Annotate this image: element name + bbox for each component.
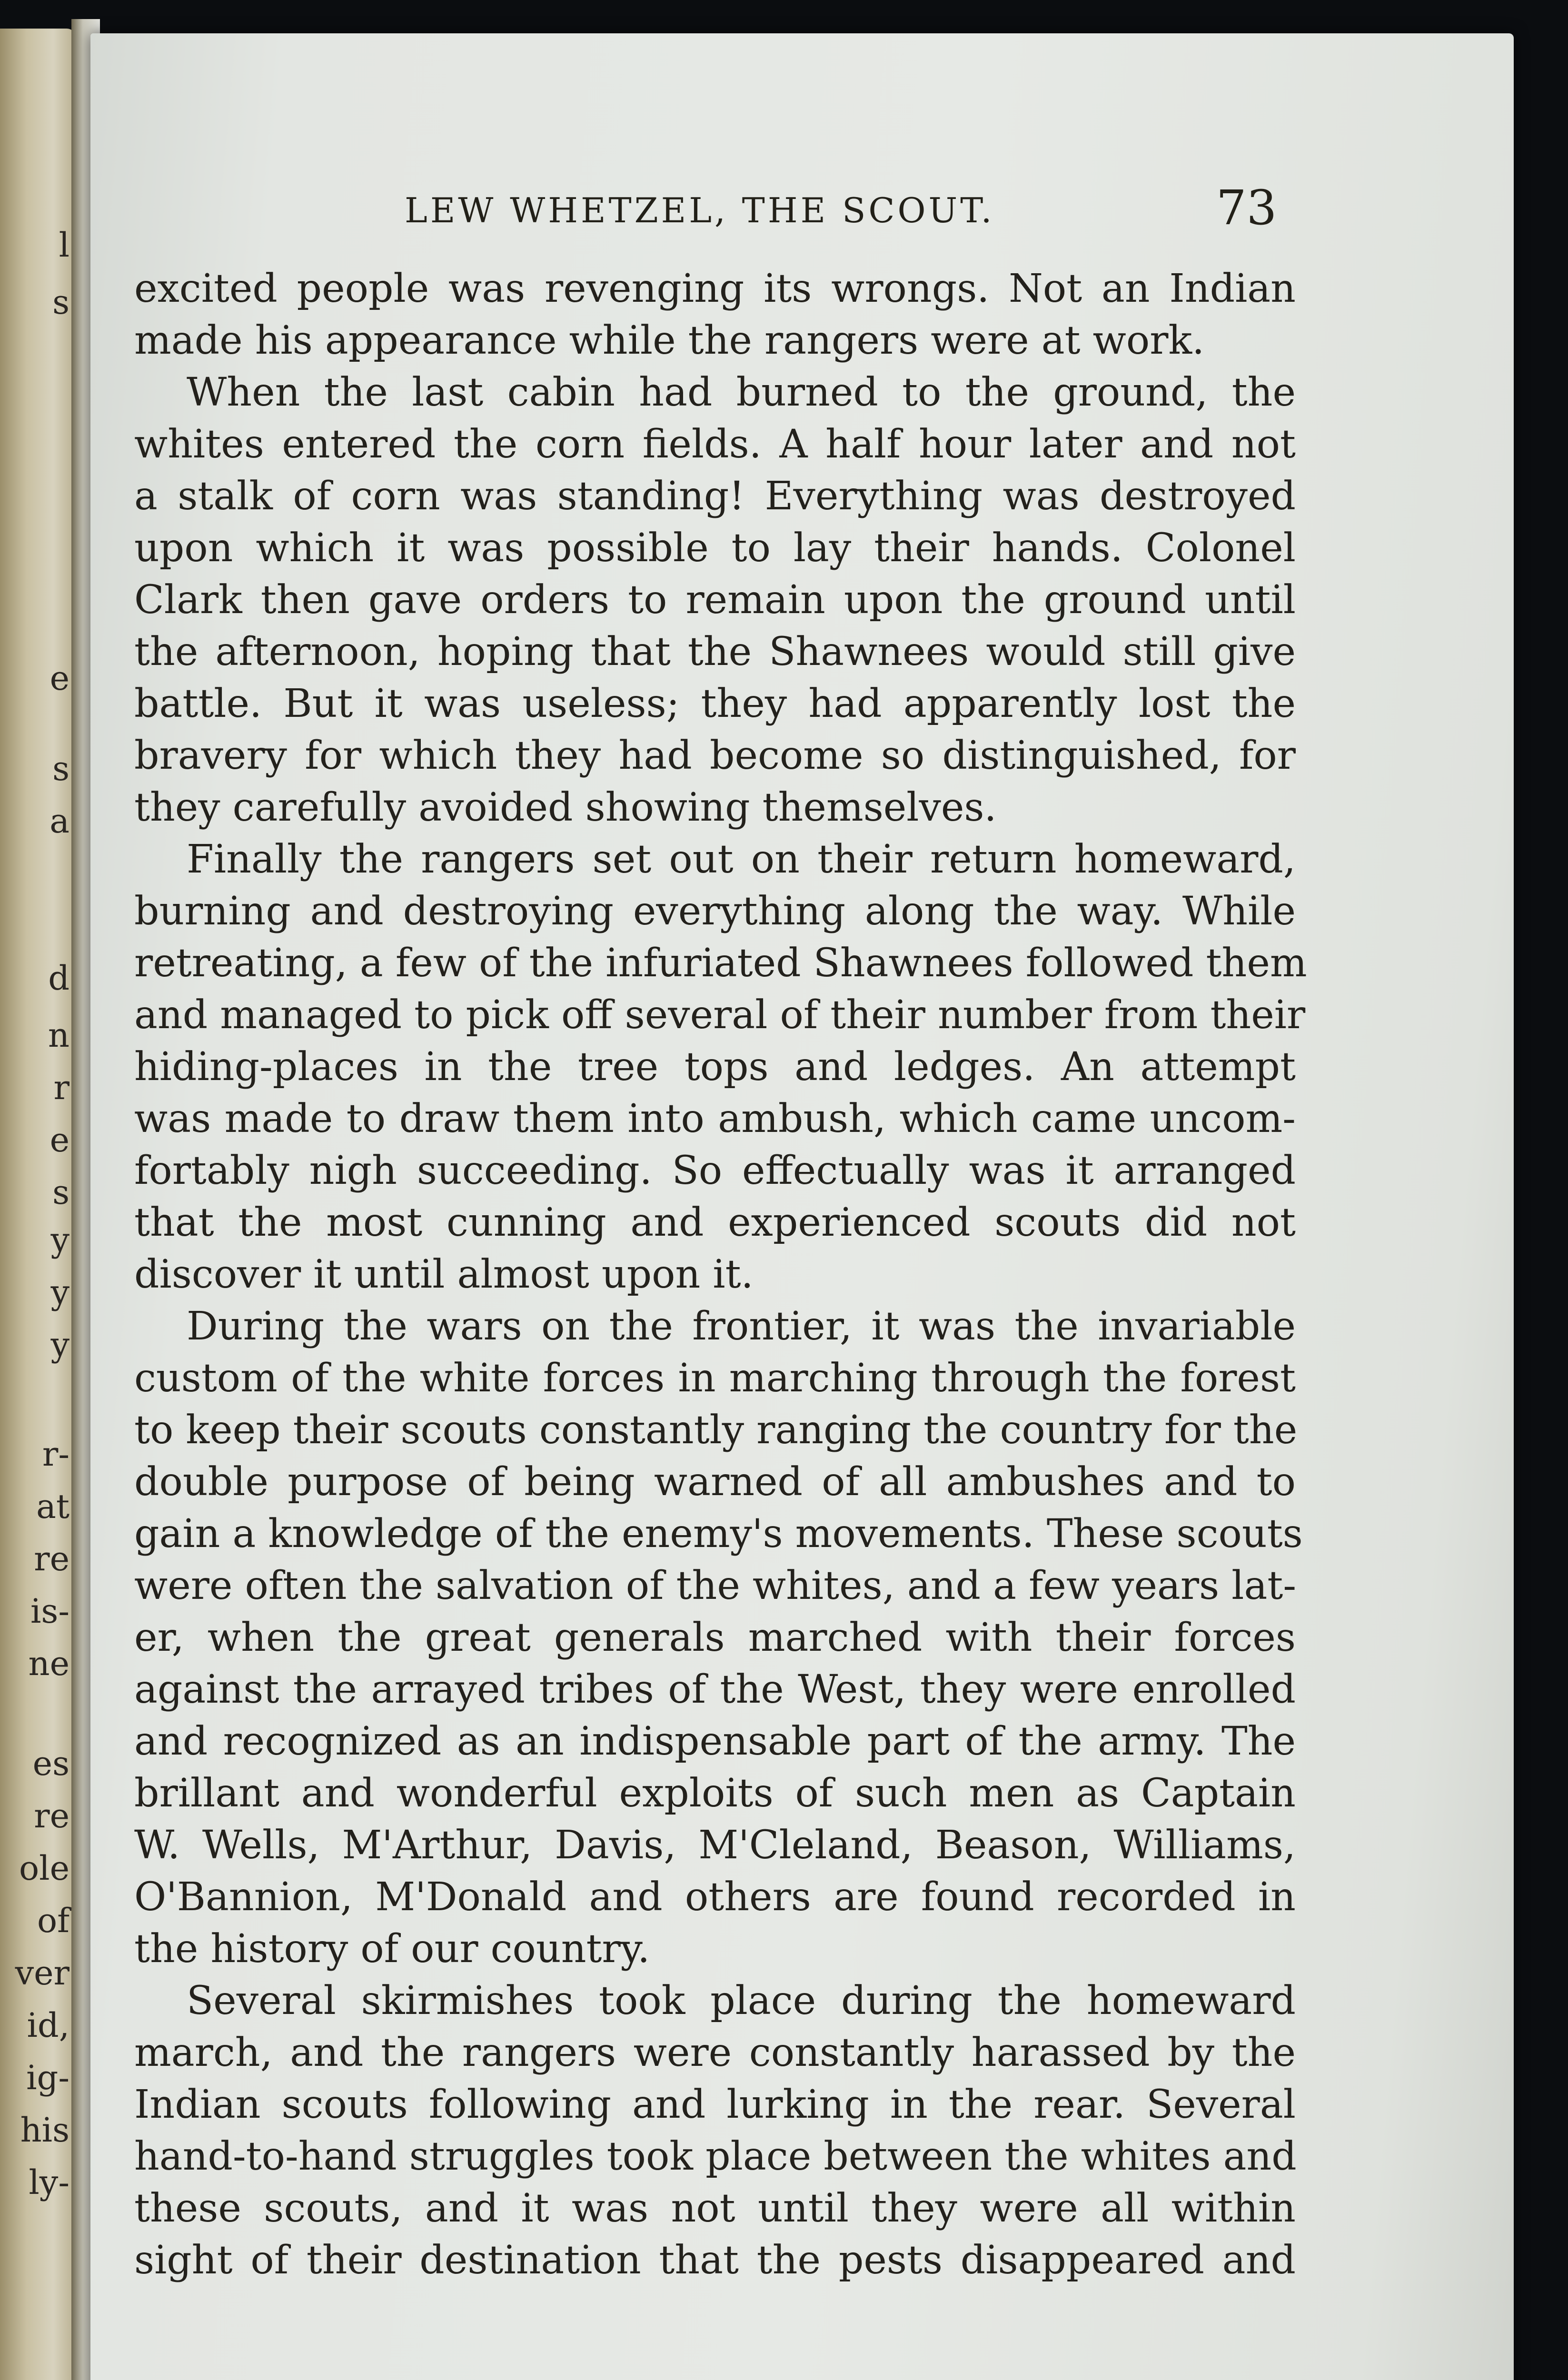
- text-line: W. Wells, M'Arthur, Davis, M'Cleland, Beason, Williams,: [134, 1823, 1296, 1868]
- text-line: excited people was revenging its wrongs. Not an Indian: [134, 266, 1296, 311]
- adjacent-page-fragment: s: [52, 283, 69, 322]
- running-head: LEW WHETZEL, THE SCOUT.: [405, 190, 995, 230]
- text-line: battle. But it was useless; they had apparently lost the: [134, 681, 1296, 726]
- adjacent-page-fragment: re: [34, 1796, 69, 1835]
- text-line: the history of our country.: [134, 1926, 650, 1972]
- text-line: a stalk of corn was standing! Everything was destroyed: [134, 474, 1296, 519]
- text-line: Finally the rangers set out on their return homeward,: [187, 837, 1296, 882]
- adjacent-page-fragment: re: [34, 1539, 69, 1578]
- text-line: discover it until almost upon it.: [134, 1252, 754, 1297]
- adjacent-page-fragment: y: [50, 1273, 69, 1312]
- adjacent-page-fragment: his: [20, 2111, 69, 2150]
- text-line: they carefully avoided showing themselves.: [134, 785, 997, 830]
- adjacent-page-fragment: of: [37, 1901, 69, 1940]
- adjacent-page-fragment: s: [52, 1173, 69, 1212]
- adjacent-page-fragment: y: [50, 1220, 69, 1259]
- text-line: the afternoon, hoping that the Shawnees would still give: [134, 629, 1296, 674]
- text-line: custom of the white forces in marching through the forest: [134, 1356, 1296, 1401]
- text-line: against the arrayed tribes of the West, they were enrolled: [134, 1667, 1296, 1712]
- text-line: burning and destroying everything along the way. While: [134, 889, 1296, 934]
- text-line: sight of their destination that the pests disappeared and: [134, 2238, 1296, 2283]
- text-line: double purpose of being warned of all ambushes and to: [134, 1459, 1296, 1505]
- adjacent-page-edge: [0, 29, 76, 2380]
- text-line: whites entered the corn fields. A half hour later and not: [134, 422, 1296, 467]
- adjacent-page-fragment: e: [50, 659, 69, 698]
- page-header: [90, 176, 1514, 236]
- text-line: was made to draw them into ambush, which came uncom-: [134, 1096, 1296, 1141]
- text-line: retreating, a few of the infuriated Shawnees followed them: [134, 941, 1307, 986]
- text-line: that the most cunning and experienced scouts did not: [134, 1200, 1296, 1245]
- text-line: to keep their scouts constantly ranging the country for the: [134, 1408, 1298, 1453]
- page-number: 73: [1216, 180, 1277, 236]
- text-line: made his appearance while the rangers were at work.: [134, 318, 1205, 363]
- adjacent-page-fragment: id,: [27, 2006, 69, 2045]
- book-page: [90, 33, 1514, 2380]
- adjacent-page-fragment: ly-: [29, 2163, 69, 2202]
- adjacent-page-fragment: is-: [30, 1592, 69, 1631]
- adjacent-page-fragment: a: [50, 802, 69, 841]
- text-line: brillant and wonderful exploits of such men as Captain: [134, 1771, 1296, 1816]
- text-line: O'Bannion, M'Donald and others are found recorded in: [134, 1874, 1296, 1920]
- text-line: When the last cabin had burned to the ground, the: [187, 370, 1296, 415]
- adjacent-page-fragment: r-: [42, 1435, 69, 1474]
- text-line: Several skirmishes took place during the homeward: [187, 1978, 1296, 2023]
- text-line: and managed to pick off several of their number from their: [134, 992, 1306, 1038]
- adjacent-page-fragment: d: [48, 959, 69, 998]
- text-line: er, when the great generals marched with their forces: [134, 1615, 1296, 1660]
- text-line: and recognized as an indispensable part of the army. The: [134, 1719, 1296, 1764]
- text-line: Indian scouts following and lurking in the rear. Several: [134, 2082, 1296, 2127]
- text-line: march, and the rangers were constantly harassed by the: [134, 2030, 1296, 2075]
- adjacent-page-fragment: y: [50, 1325, 69, 1364]
- text-line: were often the salvation of the whites, and a few years lat-: [134, 1563, 1297, 1608]
- adjacent-page-fragment: r: [53, 1068, 69, 1107]
- text-line: bravery for which they had become so distinguished, for: [134, 733, 1296, 778]
- text-line: hand-to-hand struggles took place between the whites and: [134, 2134, 1297, 2179]
- adjacent-page-fragment: l: [59, 226, 69, 265]
- body-text: [134, 263, 1307, 2286]
- text-line: During the wars on the frontier, it was the invariable: [187, 1304, 1296, 1349]
- adjacent-page-fragment: at: [36, 1487, 69, 1526]
- adjacent-page-fragment: ig-: [26, 2058, 69, 2097]
- text-line: gain a knowledge of the enemy's movements. These scouts: [134, 1511, 1303, 1557]
- text-line: Clark then gave orders to remain upon the ground until: [134, 577, 1296, 623]
- text-line: hiding-places in the tree tops and ledges. An attempt: [134, 1044, 1296, 1090]
- text-line: upon which it was possible to lay their hands. Colonel: [134, 526, 1296, 571]
- text-line: these scouts, and it was not until they were all within: [134, 2186, 1296, 2231]
- adjacent-page-fragment: ne: [28, 1644, 69, 1683]
- adjacent-page-fragment: ole: [19, 1849, 69, 1888]
- adjacent-page-fragment: n: [48, 1016, 69, 1055]
- adjacent-page-fragment: s: [52, 749, 69, 788]
- adjacent-page-fragment: es: [32, 1744, 69, 1783]
- adjacent-page-fragment: ver: [15, 1954, 69, 1993]
- text-line: fortably nigh succeeding. So effectually was it arranged: [134, 1148, 1296, 1193]
- adjacent-page-fragment: e: [50, 1121, 69, 1160]
